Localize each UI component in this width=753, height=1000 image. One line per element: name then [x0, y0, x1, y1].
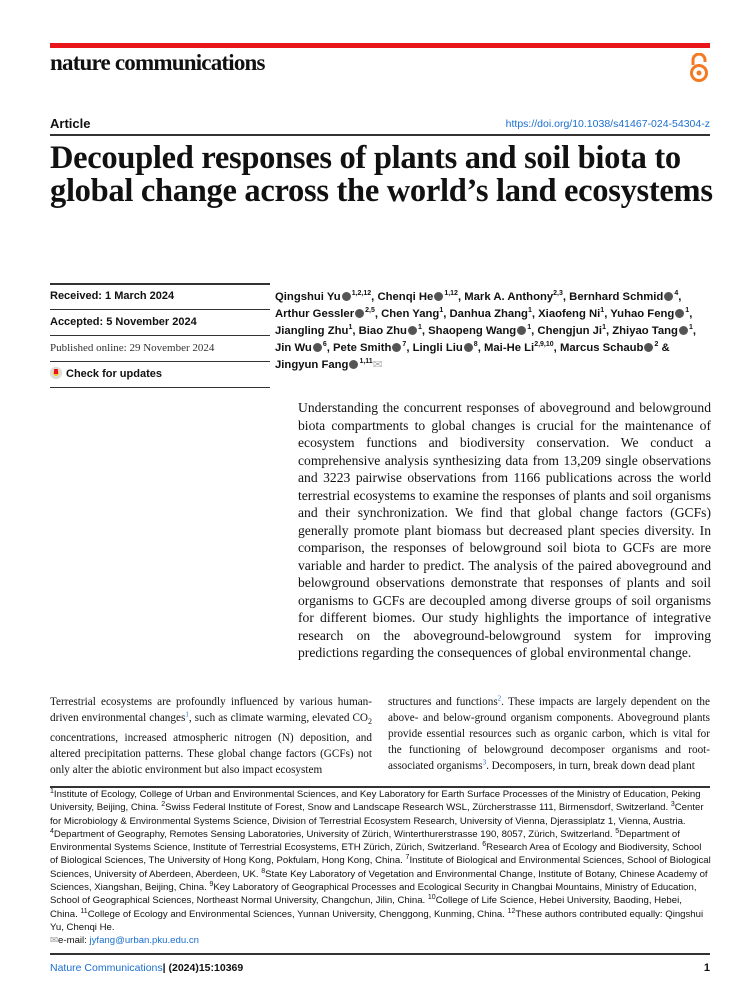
affiliation: $^9$Key Laboratory of Geographical Processes and Ecological Security in Changbai Mountains, Ministry of Education, School of Geographical Sciences, Northeast Normal University, Changchun, Jilin, China. — [50, 880, 697, 907]
journal-link[interactable]: Nature Communications — [50, 962, 163, 974]
affiliation: $^7$Institute of Biological and Environmental Sciences, School of Biological Sciences, University of Aberdeen, Aberdeen, UK. — [50, 854, 711, 880]
doi-link[interactable]: https://doi.org/10.1038/s41467-024-54304-z — [505, 118, 710, 130]
check-updates-icon — [50, 367, 62, 379]
email-icon: ✉ — [50, 935, 59, 947]
affiliation: $^2$Swiss Federal Institute of Forest, Snow and Landscape Research WSL, Zürcherstrasse 111, Birmensdorf, Switzerland. — [161, 801, 671, 814]
journal-name: nature communications — [50, 50, 265, 75]
author-list — [275, 289, 715, 374]
author: Chengjun Ji$^1$, — [537, 324, 613, 337]
author: Qingshui Yu $^{1,2,12}$, — [275, 290, 378, 303]
author: Bernhard Schmid $^4$, — [569, 290, 682, 303]
affiliation: $^6$Research Area of Ecology and Biodiversity, School of Biological Sciences, The University of Hong Kong, Pokfulam, Hong Kong, China. — [50, 841, 702, 867]
author: Lingli Liu $^8$, — [412, 341, 484, 354]
author: Jin Wu $^6$, — [275, 341, 334, 354]
author: Shaopeng Wang $^1$, — [428, 324, 538, 337]
header-accent-bar — [50, 43, 710, 48]
divider — [50, 134, 710, 136]
check-for-updates-button[interactable]: Check for updates — [50, 362, 270, 388]
orcid-icon[interactable] — [408, 326, 417, 335]
page-number: 1 — [703, 962, 710, 974]
published-date: Published online: 29 November 2024 — [50, 336, 270, 362]
author: Xiaofeng Ni$^1$, — [538, 307, 611, 320]
divider — [50, 953, 710, 955]
affiliation: $^1$Institute of Ecology, College of Urban and Environmental Sciences, and Key Laboratory for Earth Surface Processes of the Ministry of Education, Peking University, Beijing, China. — [50, 787, 701, 814]
email-icon: ✉ — [372, 359, 383, 371]
orcid-icon[interactable] — [355, 309, 364, 318]
affiliation: $^{10}$College of Life Science, Hebei University, Baoding, Hebei, China. — [50, 894, 682, 920]
received-date: Received: 1 March 2024 — [50, 284, 270, 310]
author: Marcus Schaub $^2$ & — [559, 341, 670, 354]
affiliation: $^{11}$College of Ecology and Environmental Sciences, Yunnan University, Chenggong, Kunming, China. — [80, 907, 508, 920]
author: Zhiyao Tang $^1$, — [612, 324, 696, 337]
author: Chen Yang$^1$, — [381, 307, 450, 320]
author: Jingyun Fang $^{1,11}$✉ — [275, 358, 383, 371]
footer-citation: Nature Communications| (2024)15:10369 — [50, 962, 244, 974]
abstract: Understanding the concurrent responses of aboveground and belowground biota compartments to global changes is crucial for the maintenance of ecosystem functions and biodiversity conservation. We conduct a comprehensive analysis synthesizing data from 13,209 single observations and 3223 pairwise observations from 1166 publications across the world terrestrial ecosystems to examine the responses of plants and soil organisms and their synchronization. We find that global change factors (GCFs) generally promote plant biomass but decreased plant species diversity. In comparison, the responses of belowground soil biota to GCFs are more variable and harder to predict. The analysis of the paired aboveground and belowground observations demonstrate that responses of plants and soil organisms to GCFs are decoupled among diverse groups of soil organisms for different biomes. Our study highlights the importance of integrative research on the aboveground-belowground system for improving predictions regarding the consequences of global environmental change. — [298, 400, 711, 660]
orcid-icon[interactable] — [464, 343, 473, 352]
accepted-date: Accepted: 5 November 2024 — [50, 310, 270, 336]
orcid-icon[interactable] — [349, 360, 358, 369]
affiliation: $^3$Center for Microbiology & Environmental Systems Science, Division of Terrestrial Ecosystem Research, University of Vienna, Djerassiplatz 1, Vienna, Austria. — [50, 801, 704, 827]
author: Danhua Zhang$^1$, — [449, 307, 539, 320]
author: Jiangling Zhu$^1$, — [275, 324, 359, 337]
author: Mai-He Li$^{2,9,10}$, — [483, 341, 560, 354]
body-column-left: Terrestrial ecosystems are profoundly influenced by various human-driven environmental changes$^1$, such as climate warming, elevated $CO_2$ concentrations, increased atmospheric nitrogen (N) deposition, and altered precipitation patterns. These global change factors (GCFs) not only alter the abiotic environment but also impact ecosystem — [50, 696, 373, 777]
article-title: Decoupled responses of plants and soil biota to global change across the world’s land ecosystems — [50, 140, 713, 209]
author: Mark A. Anthony$^{2,3}$, — [464, 290, 570, 303]
affiliation: $^4$Department of Geography, Remotes Sensing Laboratories, University of Zürich, Winterthurerstrasse 190, 8057, Zürich, Switzerland. — [50, 827, 616, 840]
article-dates — [50, 284, 270, 388]
orcid-icon[interactable] — [679, 326, 688, 335]
author: Arthur Gessler $^{2,5}$, — [275, 307, 382, 320]
orcid-icon[interactable] — [644, 343, 653, 352]
article-type: Article — [50, 116, 91, 131]
orcid-icon[interactable] — [313, 343, 322, 352]
affiliation: $^8$State Key Laboratory of Vegetation and Environmental Change, Institute of Botany, Chinese Academy of Sciences, Xiangshan, Beijing, China. — [50, 867, 708, 894]
open-access-icon — [688, 53, 710, 83]
author: Chenqi He $^{1,12}$, — [377, 290, 465, 303]
body-column-right: structures and functions$^2$. These impacts are largely dependent on the above- and below-ground organism components. Aboveground plants provide essential resources such as organic carbon, which is vital for the functioning of belowground decomposer organisms and root-associated organisms$^3$. Decomposers, in turn, break down dead plant — [388, 694, 710, 772]
author: Biao Zhu $^1$, — [358, 324, 429, 337]
orcid-icon[interactable] — [675, 309, 684, 318]
affiliation: $^5$Department of Environmental Systems Science, Institute of Terrestrial Ecosystems, ETH Zürich, Zürich, Switzerland. — [50, 827, 680, 854]
orcid-icon[interactable] — [392, 343, 401, 352]
affiliation: $^{12}$These authors contributed equally: Qingshui Yu, Chenqi He. — [50, 907, 704, 933]
orcid-icon[interactable] — [342, 292, 351, 301]
author: Yuhao Feng $^1$, — [610, 307, 693, 320]
orcid-icon[interactable] — [664, 292, 673, 301]
orcid-icon[interactable] — [517, 326, 526, 335]
orcid-icon[interactable] — [434, 292, 443, 301]
author: Pete Smith $^7$, — [333, 341, 413, 354]
email-link[interactable]: jyfang@urban.pku.edu.cn — [89, 935, 199, 947]
affiliations: $^1$Institute of Ecology, College of Urban and Environmental Sciences, and Key Laboratory for Earth Surface Processes of the Ministry of Education, Peking University, Beijing, China. $^2$Swiss Federal Institute of Forest, Snow and Landscape Research WSL, Zürcherstrasse 111, Birmensdorf, Switzerland. $^3$Center for Microbiology & Environmental Systems Science, Division of Terrestrial Ecosystem Research, University of Vienna, Djerassiplatz 1, Vienna, Austria. $^4$Department of Geography, Remotes Sensing Laboratories, University of Zürich, Winterthurerstrasse 190, 8057, Zürich, Switzerland. $^5$Department of Environmental Systems Science, Institute of Terrestrial Ecosystems, ETH Zürich, Zürich, Switzerland. $^6$Research Area of Ecology and Biodiversity, School of Biological Sciences, The University of Hong Kong, Pokfulam, Hong Kong, China. $^7$Institute of Biological and Environmental Sciences, School of Biological Sciences, University of Aberdeen, Aberdeen, UK. $^8$State Key Laboratory of Vegetation and Environmental Change, Institute of Botany, Chinese Academy of Sciences, Xiangshan, Beijing, China. $^9$Key Laboratory of Geographical Processes and Ecological Security in Changbai Mountains, Ministry of Education, School of Geographical Sciences, Northeast Normal University, Changchun, Jilin, China. $^{10}$College of Life Science, Hebei University, Baoding, Hebei, China. $^{11}$College of Ecology and Environmental Sciences, Yunnan University, Chenggong, Kunming, China. $^{12}$These authors contributed equally: Qingshui Yu, Chenqi He. ✉e-mail: jyfang@urban.pku.edu.cn — [50, 787, 711, 947]
